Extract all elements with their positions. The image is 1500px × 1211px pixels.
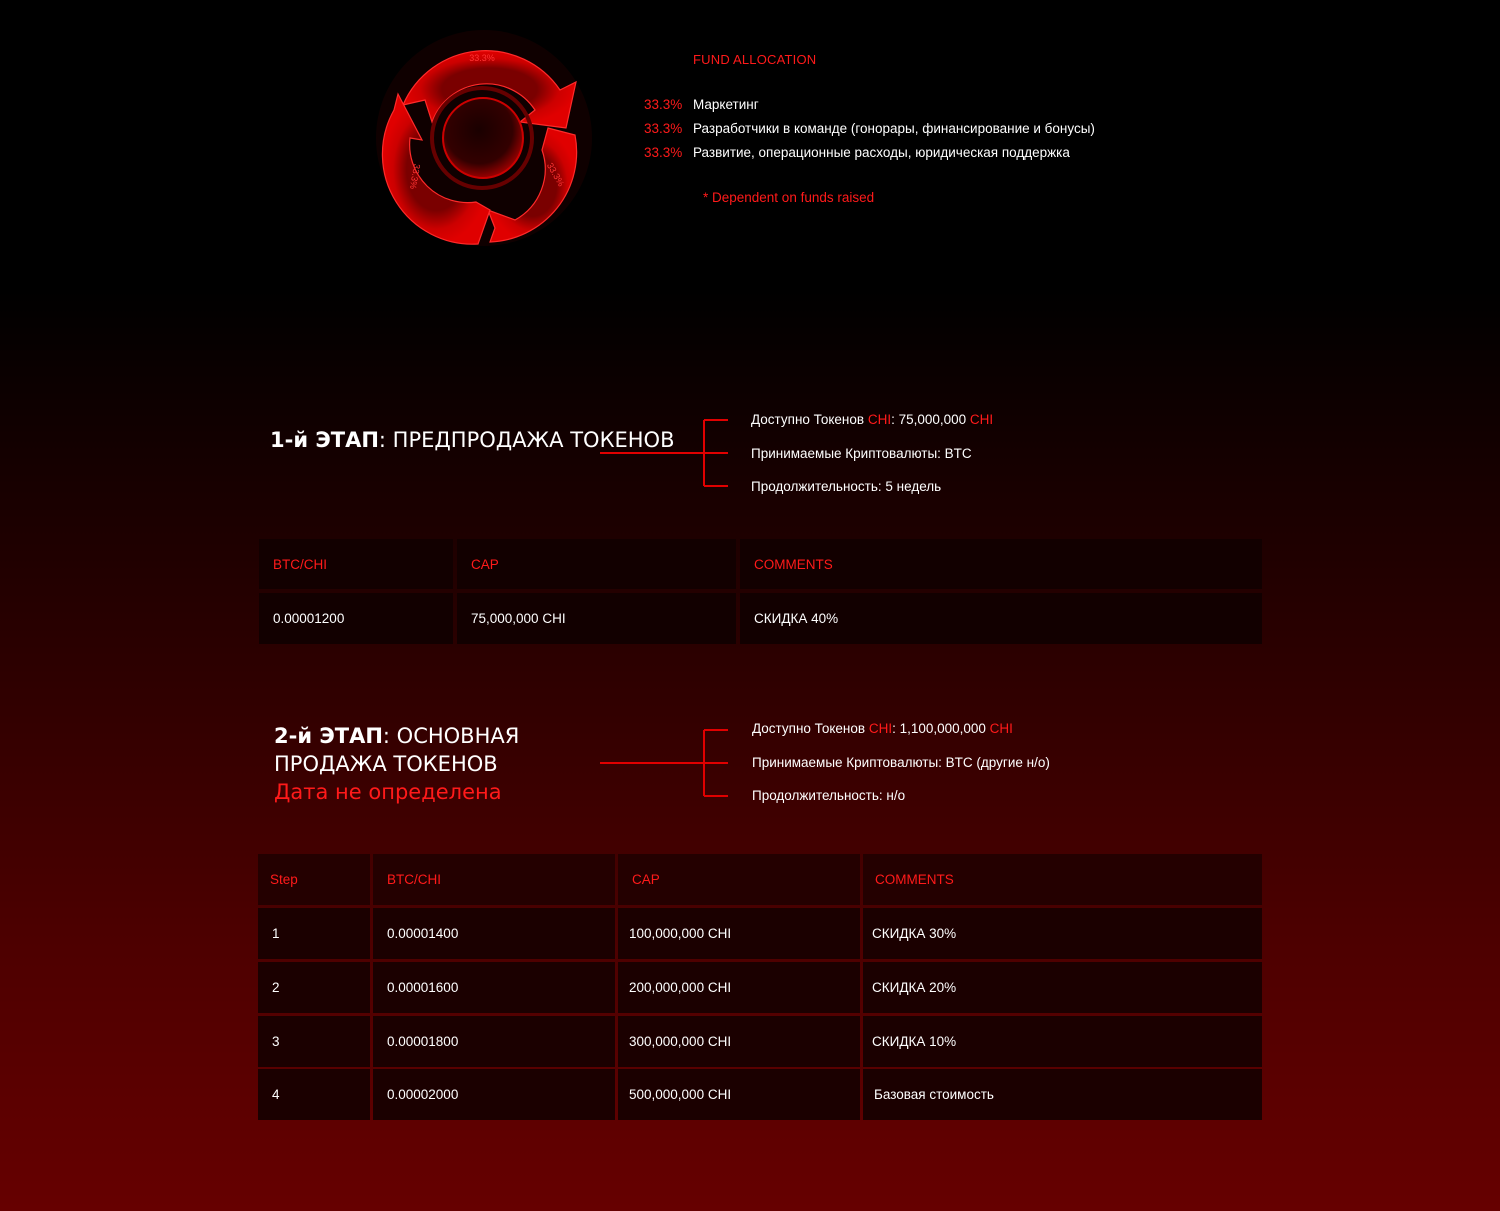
table-cell-btc-chi: 0.00001600 [373,962,615,1013]
fund-note: * Dependent on funds raised [703,190,875,205]
stage2-date: Дата не определена [274,780,502,804]
stage2-title-rest: : ОСНОВНАЯ [382,724,520,748]
stage2-title-bold: 2-й ЭТАП [274,724,383,748]
table-header-btc-chi: BTC/CHI [259,539,453,589]
tokens-chi-label: CHI [868,721,893,736]
donut-label-right: 33.3% [544,160,567,189]
table-cell-btc-chi: 0.00001400 [373,908,615,959]
fund-item-pct: 33.3% [644,145,683,160]
table-cell-step: 3 [258,1016,370,1067]
fund-item-developers [644,121,1095,136]
stage2-title-line2: ПРОДАЖА ТОКЕНОВ [274,752,498,776]
tokens-amount: : 75,000,000 [891,412,970,427]
table-cell-btc-chi: 0.00001200 [259,593,453,644]
fund-item-pct: 33.3% [644,121,683,136]
stage1-duration: Продолжительность: 5 недель [751,479,942,494]
fund-item-label: Развитие, операционные расходы, юридическая поддержка [693,145,1070,160]
table-cell-comments: Базовая стоимость [863,1069,1262,1120]
stage1-title-rest: : ПРЕДПРОДАЖА ТОКЕНОВ [378,428,675,452]
stage1-tokens-available [751,412,993,427]
donut-core [443,98,523,178]
table-cell-btc-chi: 0.00002000 [373,1069,615,1120]
table-cell-step: 4 [258,1069,370,1120]
table-cell-btc-chi: 0.00001800 [373,1016,615,1067]
table-cell-cap: 75,000,000 CHI [457,593,736,644]
table-header-comments: COMMENTS [740,539,1262,589]
stage1-bracket-connector [600,418,730,490]
table-cell-cap: 200,000,000 CHI [618,962,860,1013]
fund-item-label: Маркетинг [693,97,759,112]
table-header-step: Step [258,854,370,905]
table-cell-comments: СКИДКА 20% [863,962,1262,1013]
donut-label-top: 33.3% [469,53,495,63]
table-cell-step: 1 [258,908,370,959]
table-header-comments: COMMENTS [863,854,1262,905]
fund-allocation-donut [370,30,600,252]
fund-item-development [644,145,1070,160]
tokens-prefix: Доступно Токенов [752,721,869,736]
table-cell-comments: СКИДКА 10% [863,1016,1262,1067]
stage2-duration: Продолжительность: н/о [752,788,906,803]
table-cell-comments: СКИДКА 40% [740,593,1262,644]
table-cell-step: 2 [258,962,370,1013]
table-header-cap: CAP [618,854,860,905]
fund-item-pct: 33.3% [644,97,683,112]
fund-allocation-title: FUND ALLOCATION [693,52,817,67]
fund-item-marketing [644,97,759,112]
table-cell-cap: 100,000,000 CHI [618,908,860,959]
stage1-accepted-crypto: Принимаемые Криптовалюты: BTC [751,446,972,461]
table-header-cap: CAP [457,539,736,589]
tokens-chi-label: CHI [989,721,1013,736]
table-cell-cap: 500,000,000 CHI [618,1069,860,1120]
stage2-bracket-connector [600,728,730,800]
stage1-title-bold: 1-й ЭТАП [270,428,379,452]
table-header-btc-chi: BTC/CHI [373,854,615,905]
donut-label-left: 33.3% [407,163,423,190]
tokens-chi-label: CHI [867,412,892,427]
stage2-accepted-crypto: Принимаемые Криптовалюты: BTC (другие н/о) [752,755,1050,770]
tokens-chi-label: CHI [969,412,994,427]
stage2-tokens-available [752,721,1013,736]
table-cell-cap: 300,000,000 CHI [618,1016,860,1067]
fund-item-label: Разработчики в команде (гонорары, финансирование и бонусы) [693,121,1095,136]
stage2-title-block [274,722,519,806]
tokens-amount: : 1,100,000,000 [892,721,990,736]
table-cell-comments: СКИДКА 30% [863,908,1262,959]
tokens-prefix: Доступно Токенов [751,412,868,427]
stage2-title-line1 [274,722,519,750]
